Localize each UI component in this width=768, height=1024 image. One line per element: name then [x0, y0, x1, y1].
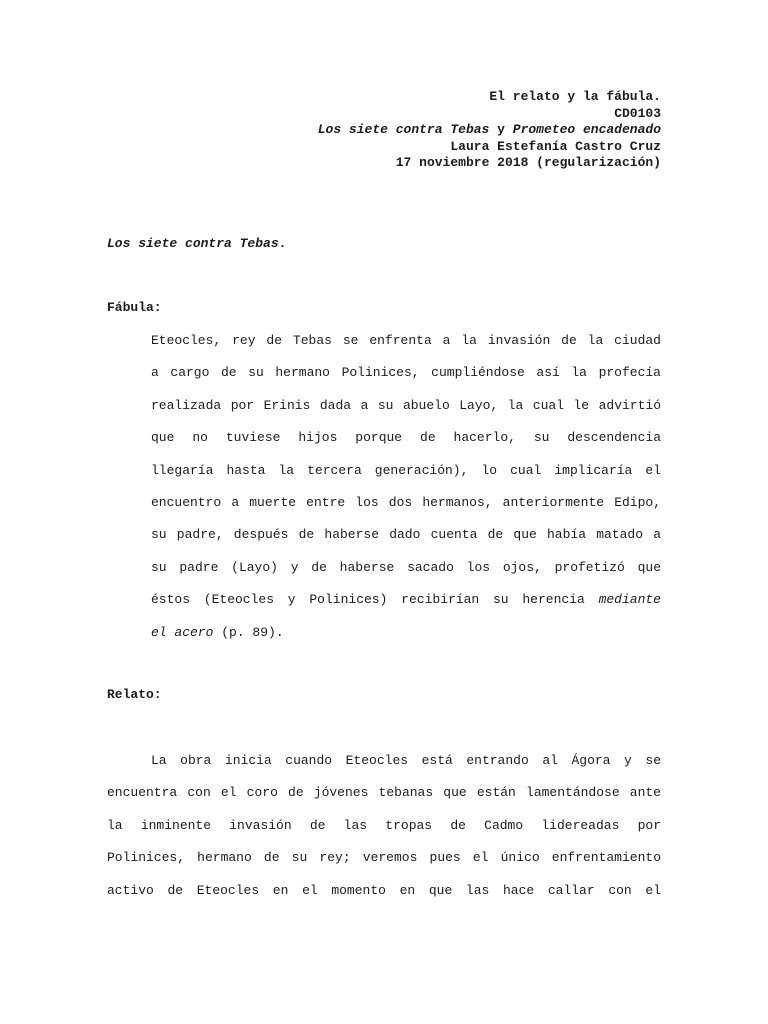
relato-label: Relato:: [107, 687, 162, 702]
work-name-2: Prometeo encadenado: [512, 122, 661, 137]
relato-line: la inminente invasión de las tropas de Cadmo lidereadas por: [107, 817, 661, 833]
work-name-1: Los siete contra Tebas: [317, 122, 490, 137]
work-heading-period: .: [278, 236, 287, 251]
document-date: 17 noviembre 2018 (regularización): [395, 155, 661, 170]
fabula-citation: (p. 89).: [213, 624, 284, 640]
works-line: [318, 122, 661, 139]
fabula-line: su padre, después de haberse dado cuenta de que había matado a: [151, 527, 661, 543]
fabula-line: [151, 590, 661, 622]
relato-line: encuentra con el coro de jóvenes tebanas que están lamentándose ante: [107, 785, 661, 801]
fabula-line: encuentro a muerte entre los dos hermanos, anteriormente Edipo,: [151, 494, 661, 510]
fabula-line-italic: mediante: [598, 592, 661, 608]
work-heading: [107, 236, 286, 251]
fabula-line: Eteocles, rey de Tebas se enfrenta a la invasión de la ciudad: [151, 333, 661, 348]
fabula-line: llegaría hasta la tercera generación), lo cual implicaría el: [151, 462, 661, 478]
relato-paragraph: [107, 751, 661, 913]
fabula-line: [151, 623, 661, 655]
author-name: Laura Estefanía Castro Cruz: [450, 138, 661, 154]
relato-line: La obra inicia cuando Eteocles está entrando al Ágora y se: [151, 753, 661, 768]
fabula-line: su padre (Layo) y de haberse sacado los ojos, profetizó que: [151, 559, 661, 575]
course-title: El relato y la fábula.: [489, 89, 661, 104]
works-connector: y: [489, 122, 513, 137]
fabula-paragraph: [151, 331, 661, 655]
work-heading-text: Los siete contra Tebas: [107, 236, 279, 251]
fabula-line-text: éstos (Eteocles y Polinices) recibirían su herencia: [151, 592, 599, 608]
relato-line: activo de Eteocles en el momento en que las hace callar con el: [107, 882, 661, 898]
relato-line: Polinices, hermano de su rey; veremos pues el único enfrentamiento: [107, 850, 661, 866]
fabula-line: realizada por Erinis dada a su abuelo Layo, la cual le advirtió: [151, 397, 661, 413]
course-code: CD0103: [614, 105, 661, 121]
fabula-line: a cargo de su hermano Polinices, cumpliéndose así la profecía: [151, 365, 661, 381]
document-header: [318, 89, 661, 172]
fabula-label: Fábula:: [107, 300, 162, 315]
fabula-line-italic: el acero: [151, 624, 214, 640]
fabula-line: que no tuviese hijos porque de hacerlo, su descendencia: [151, 430, 661, 446]
